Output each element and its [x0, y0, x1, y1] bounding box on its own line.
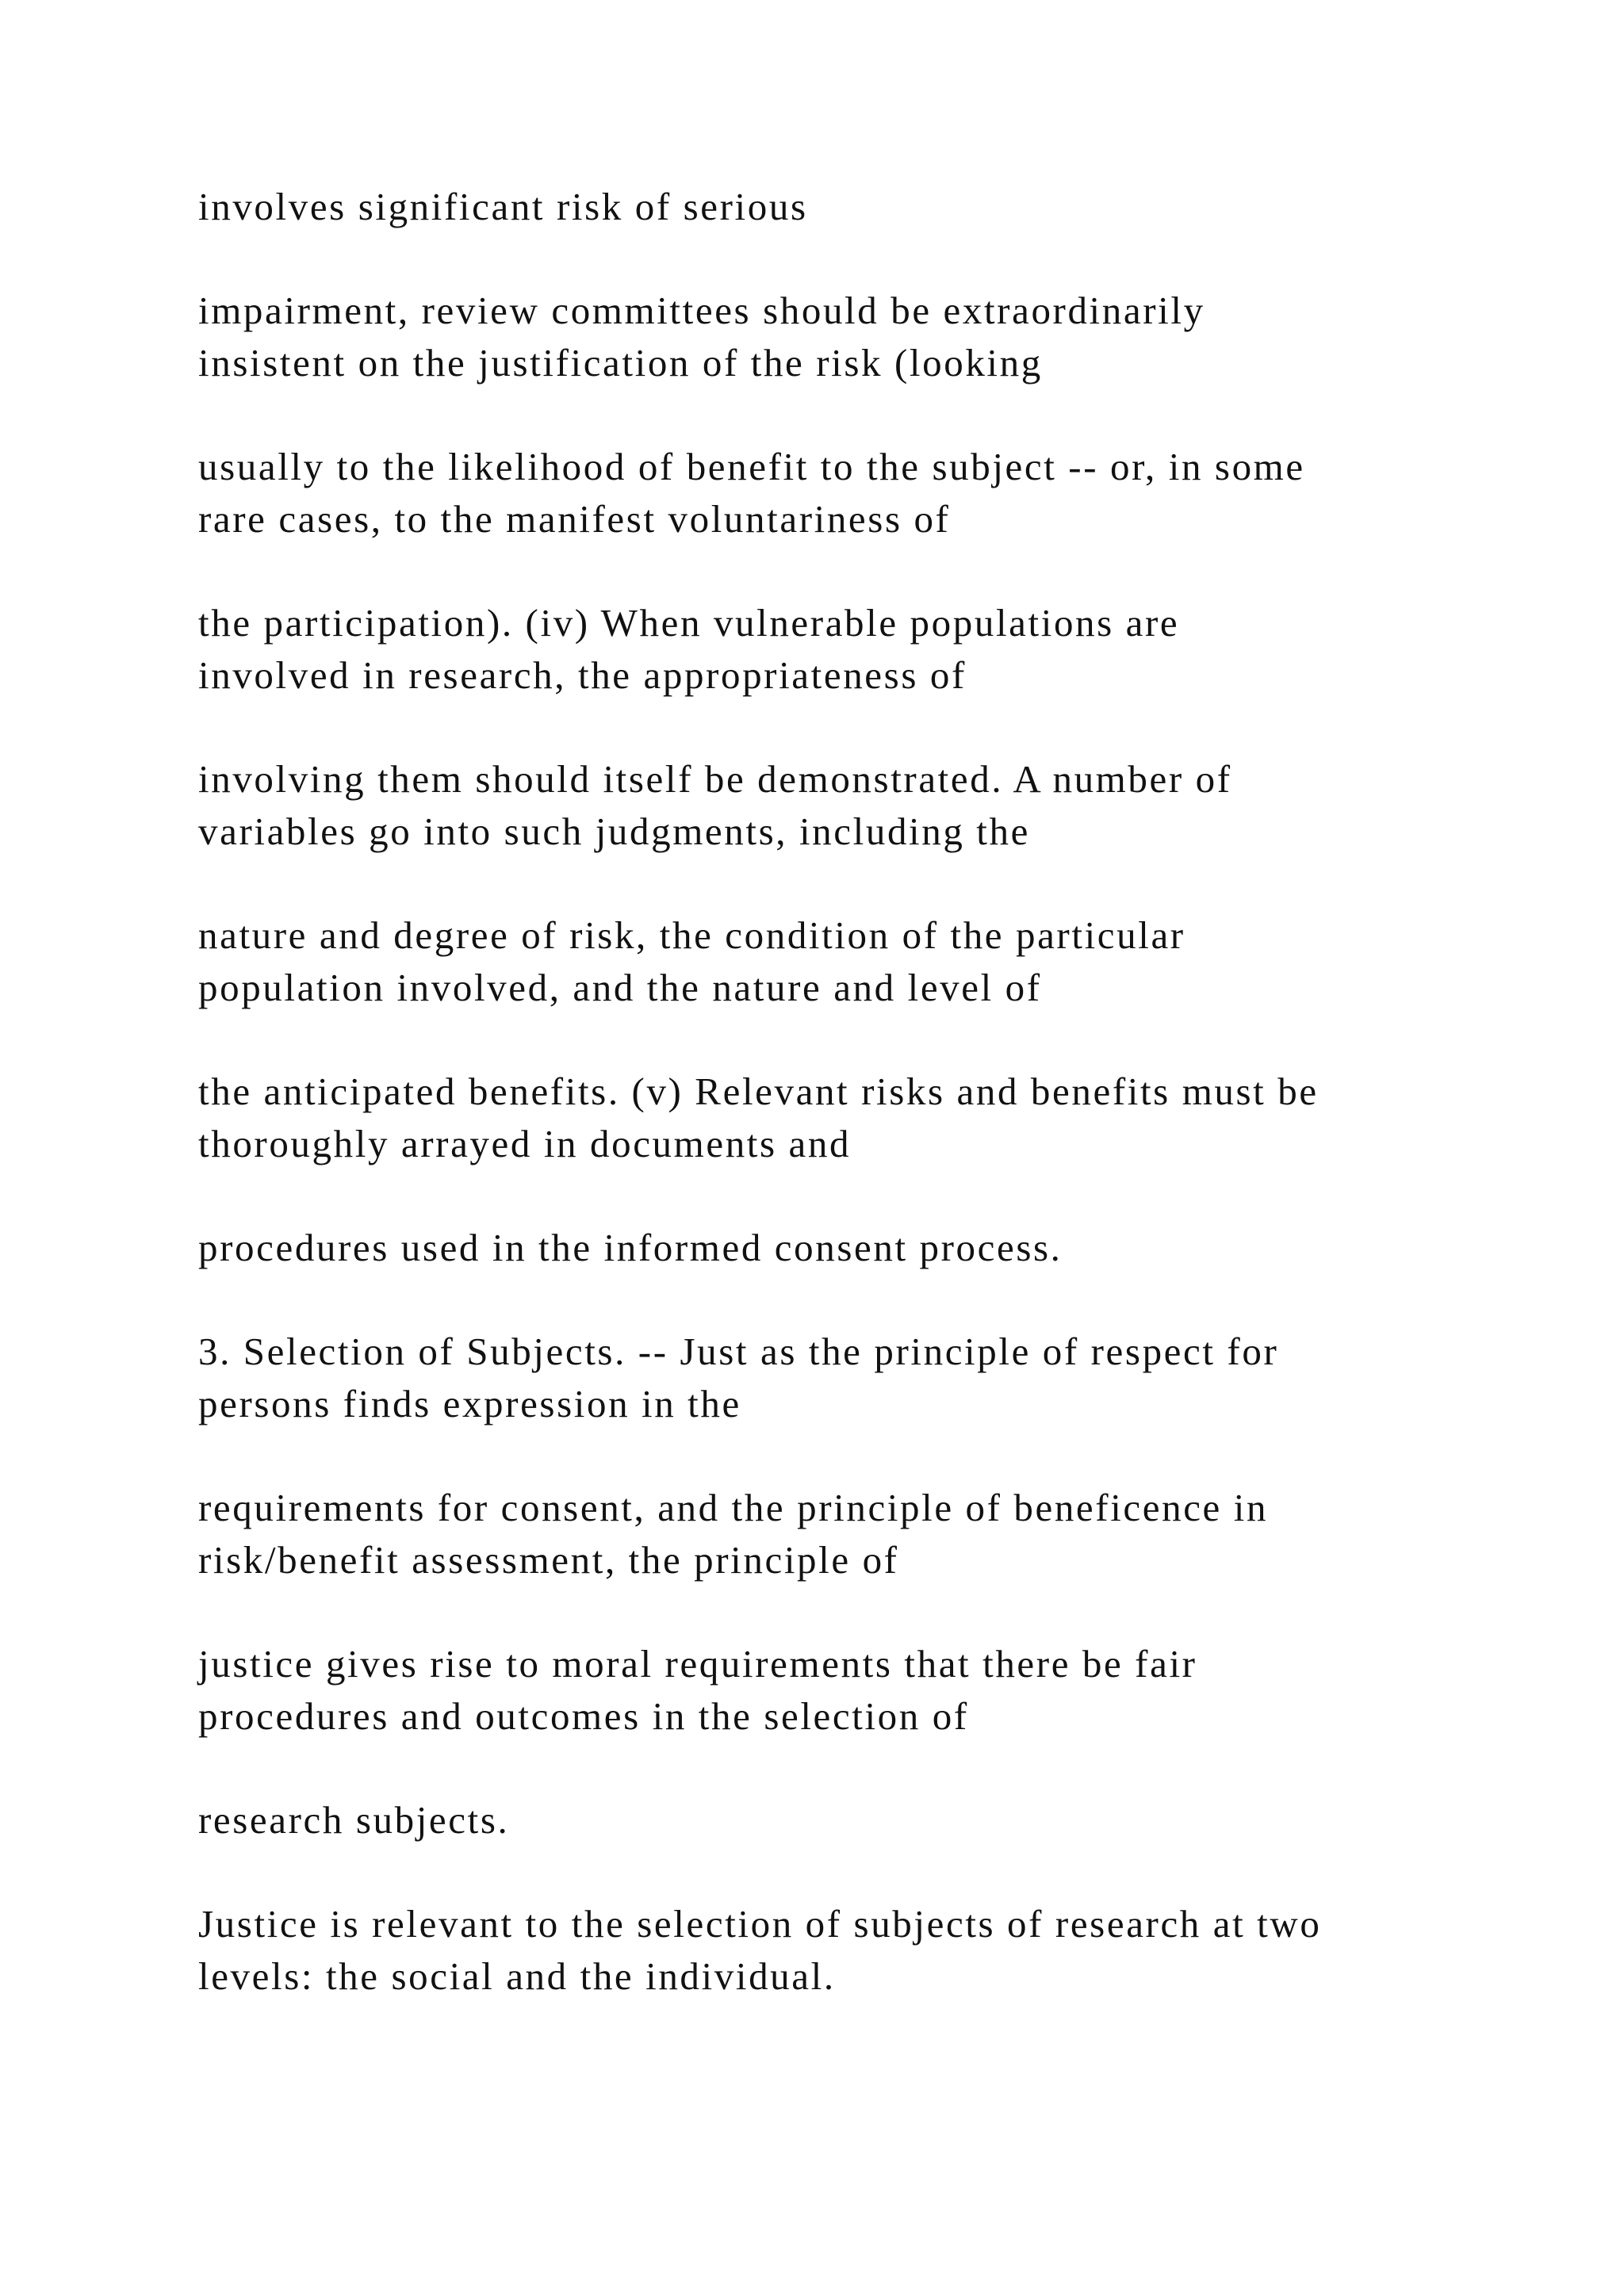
- paragraph: [198, 1482, 1499, 1586]
- text-line: the anticipated benefits. (v) Relevant risks and benefits must be: [198, 1070, 1319, 1113]
- text-line: thoroughly arrayed in documents and: [198, 1122, 852, 1165]
- text-line: Justice is relevant to the selection of subjects of research at two: [198, 1902, 1322, 1946]
- text-line: requirements for consent, and the principle of beneficence in: [198, 1486, 1269, 1529]
- paragraph: [198, 441, 1499, 545]
- text-line: nature and degree of risk, the condition of the particular: [198, 913, 1185, 957]
- text-line: procedures used in the informed consent process.: [198, 1226, 1063, 1269]
- section-heading-paragraph: [198, 1326, 1499, 1430]
- text-line: insistent on the justification of the risk (looking: [198, 341, 1043, 385]
- text-line: research subjects.: [198, 1798, 510, 1842]
- text-line: justice gives rise to moral requirements that there be fair: [198, 1642, 1197, 1686]
- text-line: procedures and outcomes in the selection of: [198, 1694, 969, 1738]
- text-line: involved in research, the appropriateness of: [198, 653, 967, 697]
- text-line: levels: the social and the individual.: [198, 1954, 836, 1998]
- text-line: involves significant risk of serious: [198, 185, 808, 228]
- text-line: involving them should itself be demonstrated. A number of: [198, 757, 1232, 801]
- paragraph: [198, 1638, 1499, 1743]
- paragraph: [198, 285, 1499, 389]
- paragraph: [198, 1066, 1499, 1170]
- text-line: rare cases, to the manifest voluntariness of: [198, 497, 951, 541]
- paragraph: [198, 1898, 1499, 2003]
- text-line: the participation). (iv) When vulnerable populations are: [198, 601, 1180, 645]
- paragraph: [198, 181, 1499, 233]
- paragraph: [198, 1222, 1499, 1274]
- text-line: 3. Selection of Subjects. -- Just as the principle of respect for: [198, 1330, 1279, 1373]
- paragraph: [198, 597, 1499, 702]
- text-line: impairment, review committees should be extraordinarily: [198, 289, 1205, 332]
- text-line: variables go into such judgments, including the: [198, 809, 1030, 853]
- paragraph: [198, 753, 1499, 858]
- text-line: usually to the likelihood of benefit to the subject -- or, in some: [198, 445, 1305, 488]
- text-line: persons finds expression in the: [198, 1382, 741, 1425]
- text-line: population involved, and the nature and level of: [198, 966, 1042, 1009]
- text-line: risk/benefit assessment, the principle of: [198, 1538, 899, 1582]
- document-body: [198, 181, 1499, 2054]
- paragraph: [198, 1794, 1499, 1846]
- paragraph: [198, 909, 1499, 1014]
